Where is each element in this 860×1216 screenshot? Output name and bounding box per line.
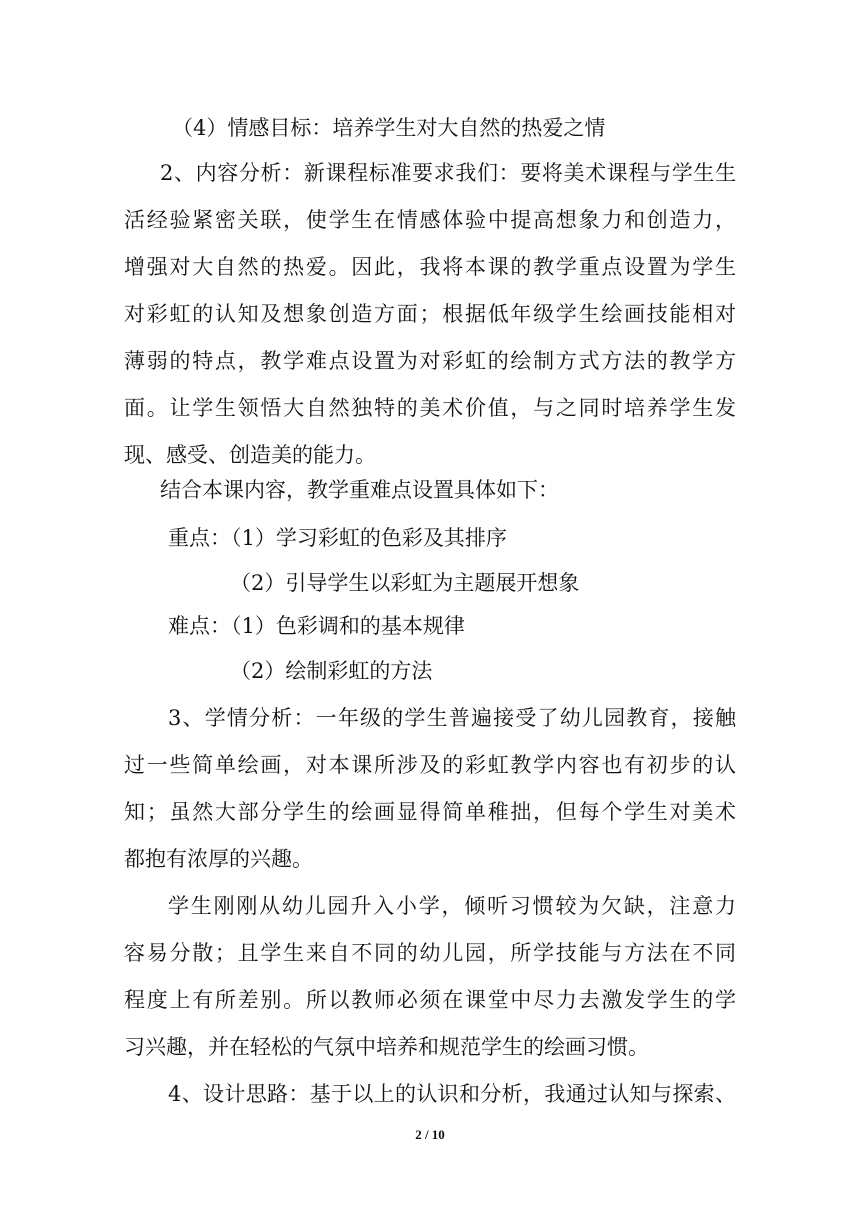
text-line-16: 知；虽然大部分学生的绘画显得简单稚拙，但每个学生对美术 (124, 800, 736, 824)
text-line-7: 面。让学生领悟大自然独特的美术价值，与之同时培养学生发 (124, 396, 736, 420)
text-line-2: 2、内容分析：新课程标准要求我们：要将美术课程与学生生 (160, 161, 736, 185)
text-line-8: 现、感受、创造美的能力。 (124, 443, 376, 467)
text-line-4: 增强对大自然的热爱。因此，我将本课的教学重点设置为学生 (124, 255, 736, 279)
page-number: 2 / 10 (415, 1127, 445, 1142)
text-line-6: 薄弱的特点，教学难点设置为对彩虹的绘制方式方法的教学方 (124, 349, 736, 373)
text-line-15: 过一些简单绘画，对本课所涉及的彩虹教学内容也有初步的认 (124, 753, 736, 777)
text-line-22: 4、设计思路：基于以上的认识和分析，我通过认知与探索、 (168, 1082, 736, 1106)
text-line-5: 对彩虹的认知及想象创造方面；根据低年级学生绘画技能相对 (124, 302, 736, 326)
text-line-1: （4）情感目标：培养学生对大自然的热爱之情 (172, 116, 606, 140)
text-line-12: 难点：（1）色彩调和的基本规律 (168, 614, 465, 638)
text-line-3: 活经验紧密关联，使学生在情感体验中提高想象力和创造力， (124, 208, 736, 232)
text-line-19: 容易分散；且学生来自不同的幼儿园，所学技能与方法在不同 (124, 941, 736, 965)
text-line-13: （2）绘制彩虹的方法 (230, 659, 433, 683)
text-line-9: 结合本课内容，教学重难点设置具体如下： (160, 478, 559, 502)
text-line-20: 程度上有所差别。所以教师必须在课堂中尽力去激发学生的学 (124, 988, 736, 1012)
text-line-21: 习兴趣，并在轻松的气氛中培养和规范学生的绘画习惯。 (124, 1035, 649, 1059)
text-line-11: （2）引导学生以彩虹为主题展开想象 (230, 571, 580, 595)
text-line-18: 学生刚刚从幼儿园升入小学，倾听习惯较为欠缺，注意力 (168, 894, 736, 918)
text-line-10: 重点：（1）学习彩虹的色彩及其排序 (168, 526, 507, 550)
text-line-14: 3、学情分析：一年级的学生普遍接受了幼儿园教育，接触 (168, 706, 736, 730)
text-line-17: 都抱有浓厚的兴趣。 (124, 847, 313, 871)
